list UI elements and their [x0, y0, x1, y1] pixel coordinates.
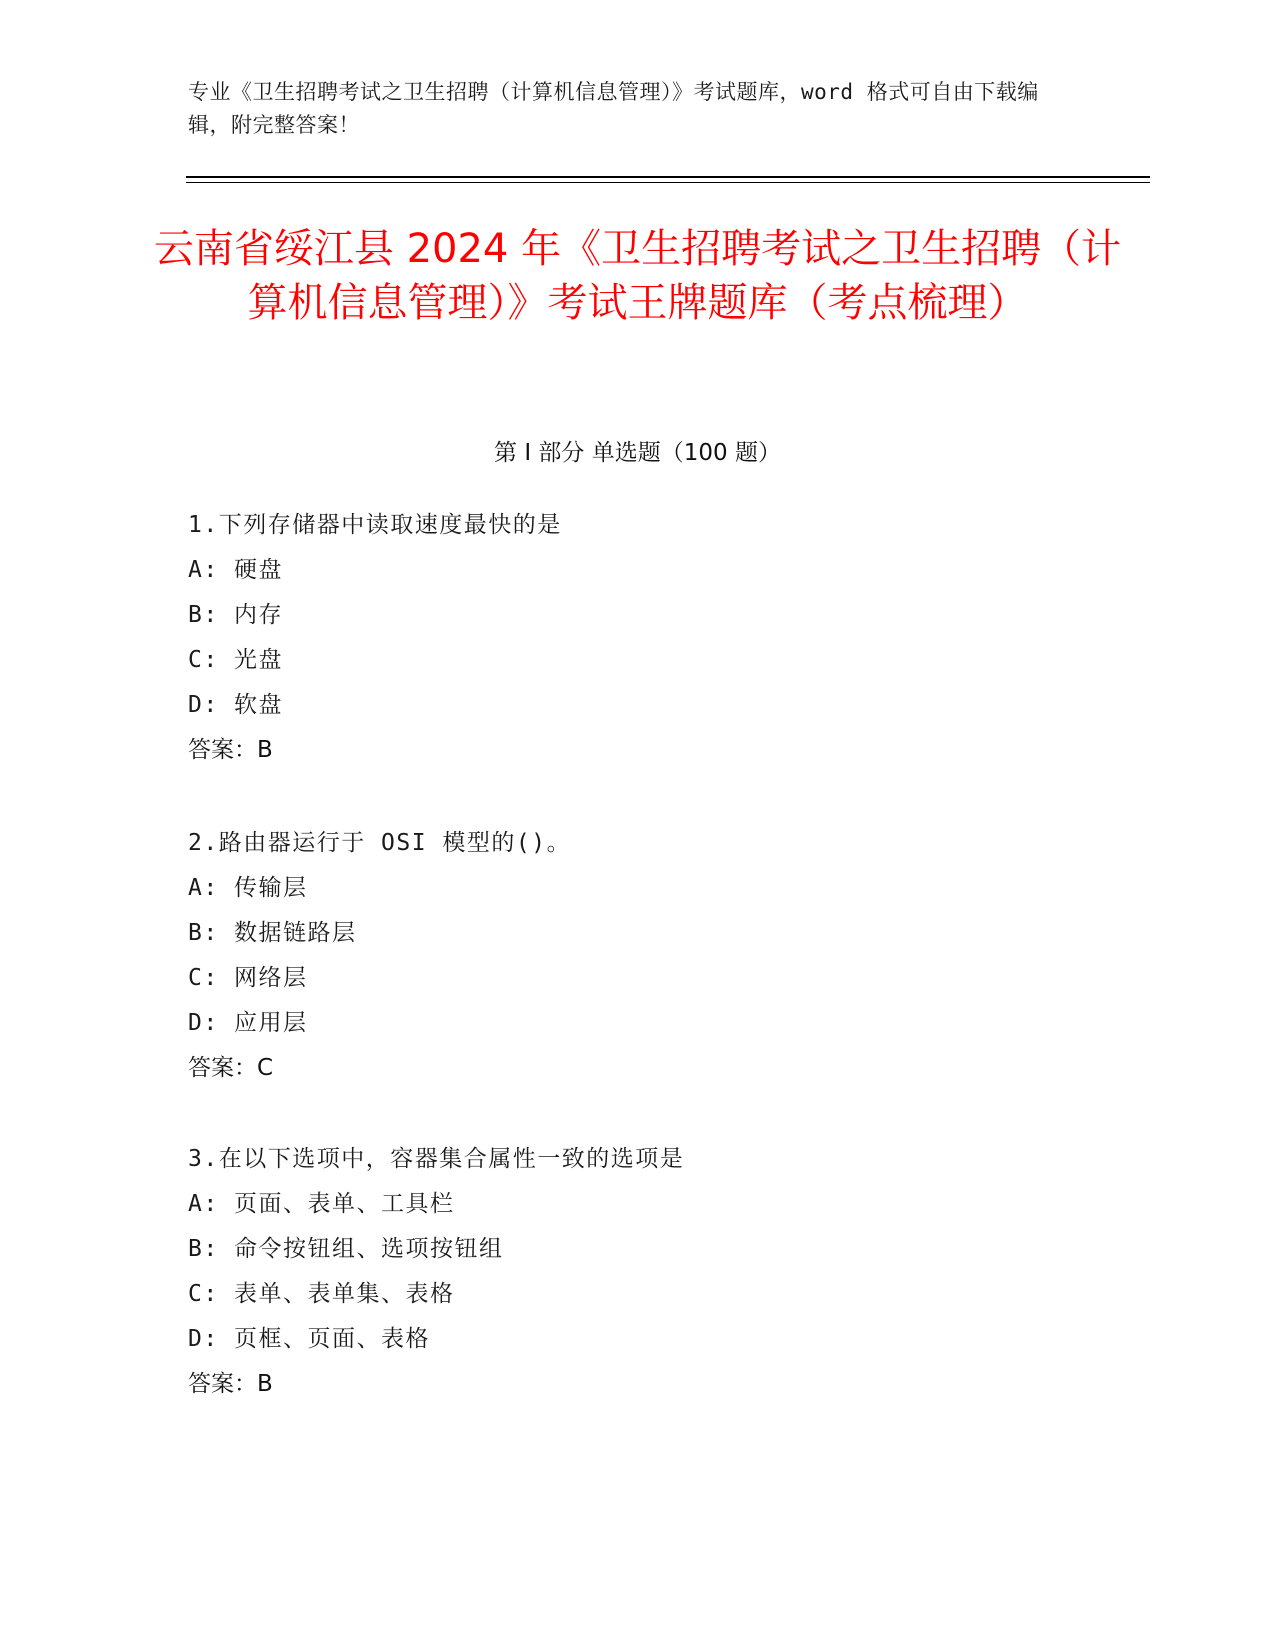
question-stem: 1.下列存储器中读取速度最快的是 [188, 512, 562, 538]
option-c: C: 网络层 [188, 965, 308, 991]
question-3 [188, 1144, 1088, 1399]
option-b: B: 内存 [188, 602, 284, 628]
option-b: B: 命令按钮组、选项按钮组 [188, 1236, 504, 1262]
option-d: D: 应用层 [188, 1010, 308, 1036]
option-d: D: 页框、页面、表格 [188, 1326, 431, 1352]
option-c: C: 光盘 [188, 647, 284, 673]
answer: 答案：C [188, 1055, 274, 1081]
answer: 答案：B [188, 737, 273, 763]
option-a: A: 传输层 [188, 875, 308, 901]
option-b: B: 数据链路层 [188, 920, 357, 946]
header-note: 专业《卫生招聘考试之卫生招聘（计算机信息管理）》考试题库，word 格式可自由下载编辑，附完整答案！ [188, 80, 1039, 137]
option-c: C: 表单、表单集、表格 [188, 1281, 455, 1307]
question-stem: 3.在以下选项中，容器集合属性一致的选项是 [188, 1146, 685, 1172]
option-a: A: 页面、表单、工具栏 [188, 1191, 455, 1217]
document-title: 云南省绥江县 2024 年《卫生招聘考试之卫生招聘（计算机信息管理）》考试王牌题库（考点梳理） [153, 226, 1122, 326]
header-divider-thin [186, 182, 1150, 183]
option-d: D: 软盘 [188, 692, 284, 718]
question-2 [188, 828, 1088, 1083]
section-title: 第 I 部分 单选题（100 题） [494, 440, 781, 466]
question-1 [188, 510, 1088, 765]
question-stem: 2.路由器运行于 OSI 模型的()。 [188, 830, 572, 856]
option-a: A: 硬盘 [188, 557, 284, 583]
header-divider-thick [186, 176, 1150, 178]
answer: 答案：B [188, 1371, 273, 1397]
